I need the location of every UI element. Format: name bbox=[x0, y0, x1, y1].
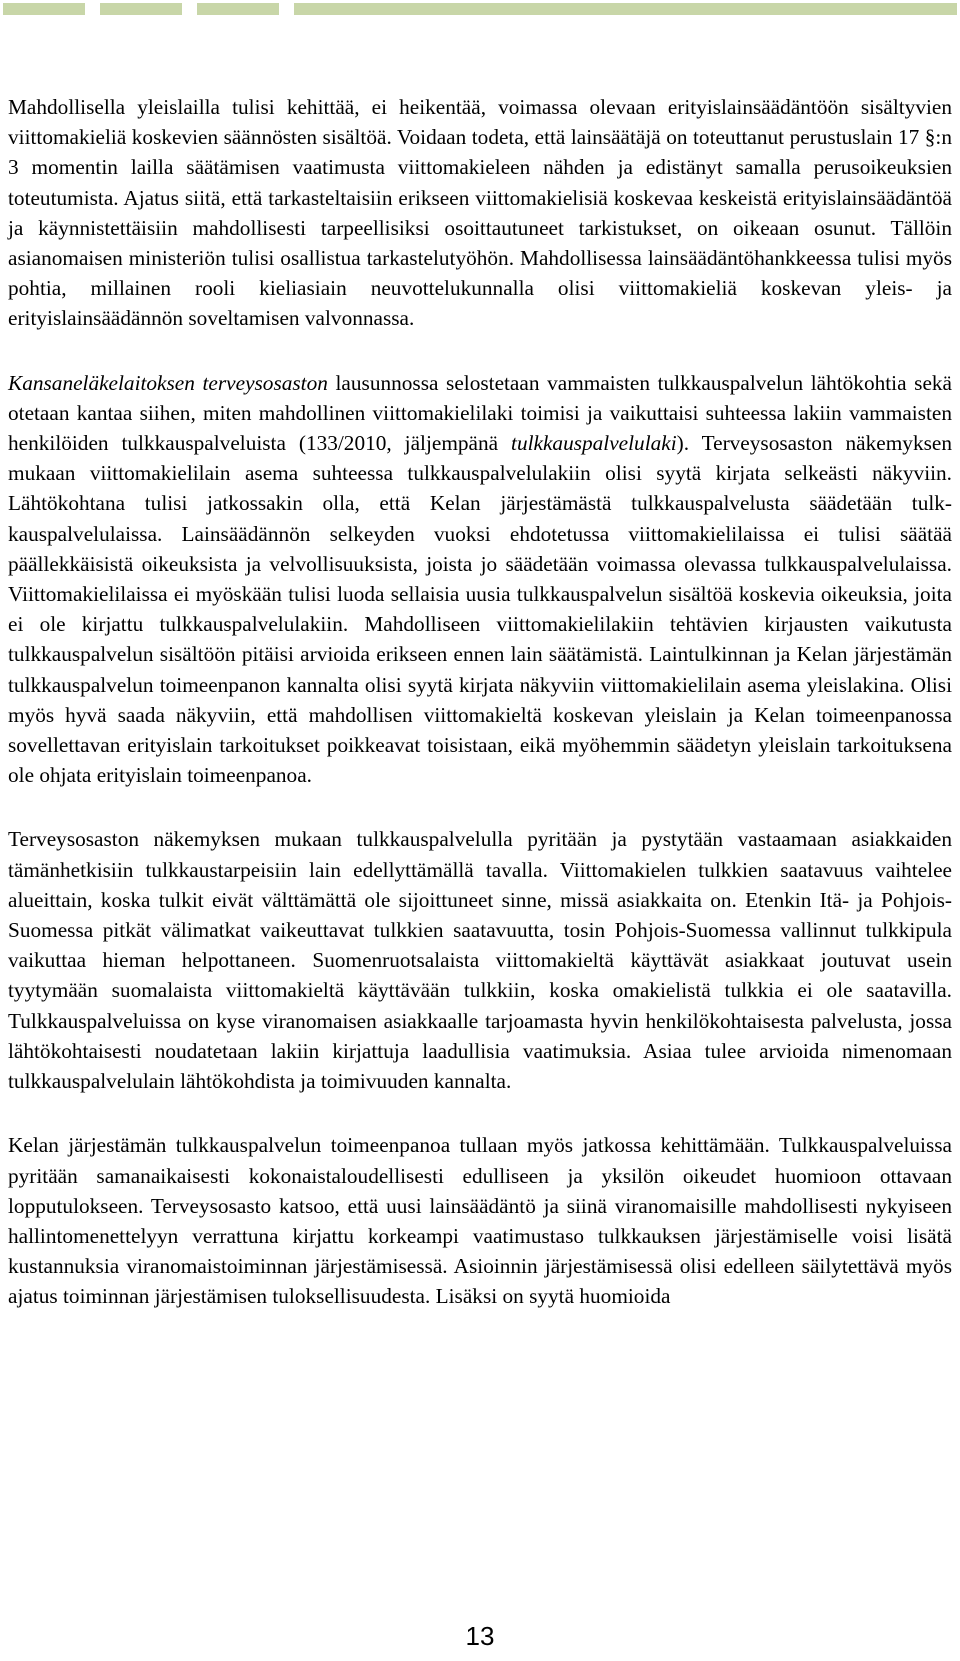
header-bar-2 bbox=[100, 3, 182, 15]
paragraph-1 bbox=[8, 92, 952, 334]
paragraph-2 bbox=[8, 368, 952, 791]
page-number: 13 bbox=[465, 1621, 495, 1651]
paragraph-text-italic: tulkkauspalvelulaki bbox=[511, 431, 677, 456]
paragraph-text: ). Terveysosaston näkemyksen mukaan viittomakielilain asema suhteessa tulkkauspalvelulakiin olisi syytä kirjata selkeästi näkyviin. Lähtökohtana tulisi jatkossakin olla, että Kelan järjestämästä tulkkauspalvelusta säädetään tulkkauspalvelulaissa. Lainsäädännön selkeyden vuoksi ehdotetussa viittomakielilaissa ei tulisi säätää päällekkäisistä oikeuksista ja velvollisuuksista, joista jo säädetään voimassa olevassa tulkkauspalvelulaissa. Viittomakielilaissa ei myöskään tulisi luoda sellaisia uusia tulkkauspalvelun sisältöä koskevia oikeuksia, joita ei ole kirjattu tulkkauspalvelulakiin. Mahdolliseen viittomakielilakiin tehtävien kirjausten vaikutusta tulkkauspalvelun sisältöön pitäisi arvioida erikseen ennen lain säätämistä. Laintulkinnan ja Kelan järjestämän tulkkauspalvelun toimeenpanon kannalta olisi syytä kirjata näkyviin viittomakielilain asema yleislakina. Olisi myös hyvä saada näkyviin, että mahdollisen viittomakieltä koskevan yleislain ja Kelan toimeenpanossa sovellettavan erityislain tarkoitukset poikkeavat toisistaan, eikä myöhemmin säädetyn yleislain tarkoituksena ole ohjata erityislain toimeenpanoa. bbox=[8, 431, 952, 788]
header-bar-4 bbox=[294, 3, 957, 15]
paragraph-text-italic: Kansaneläkelaitoksen terveysosaston bbox=[8, 370, 328, 395]
paragraph-3 bbox=[8, 824, 952, 1096]
header-decoration bbox=[0, 0, 960, 18]
paragraph-text: lausunnossa selostetaan vammaisten tulkkauspalvelun lähtökohtia sekä otetaan kantaa siihen, miten mahdollinen viittomakielilaki toimisi ja vaikuttaisi suhteessa lakiin vammaisten henkilöiden tulkkauspalveluista (133/2010, jäljempänä bbox=[8, 370, 952, 456]
header-bar-3 bbox=[197, 3, 279, 15]
document-body bbox=[8, 92, 952, 1346]
paragraph-text: Terveysosaston näkemyksen mukaan tulkkauspalvelulla pyritään ja pystytään vastaamaan asiakkaiden tämänhetkisiin tulkkaustarpeisiin lain edellyttämällä tavalla. Viittomakielen tulkkien saatavuus vaihtelee alueittain, koska tulkit eivät välttämättä ole sijoittuneet sinne, missä asiakkaita on. Etenkin Itä- ja Pohjois-Suomessa pitkät välimatkat vaikeuttavat tulkkien saatavuutta, tosin Pohjois-Suomessa vallinnut tulkkipula vaikuttaa hieman helpottaneen. Suomenruotsalaista viittomakieltä käyttävät asiakkaat joutuvat usein tyytymään suomalaista viittomakieltä käyttävään tulkkiin, koska omakielistä tulkkia ei ole saatavilla. Tulkkauspalveluissa on kyse viranomaisen asiakkaalle tarjoamasta hyvin henkilökohtaisesta palvelusta, jossa lähtökohtaisesti noudatetaan lakiin kirjattuja laadullisia vaatimuksia. Asiaa tulee arvioida nimenomaan tulkkauspalvelulain lähtökohdista ja toimivuuden kannalta. bbox=[8, 827, 952, 1094]
paragraph-4 bbox=[8, 1130, 952, 1311]
paragraph-text: Mahdollisella yleislailla tulisi kehittää, ei heikentää, voimassa olevaan erityislainsäädäntöön sisältyvien viittomakieliä koskevien säännösten sisältöä. Voidaan todeta, että lainsäätäjä on toteuttanut perustuslain 17 §:n 3 momentin lailla säätämisen vaatimusta viittomakieleen nähden ja edistänyt samalla perusoikeuksien toteutumista. Ajatus siitä, että tarkasteltaisiin erikseen viittomakielisiä koskevaa keskeistä erityislainsäädäntöä ja käynnistettäisiin mahdollisesti tarpeellisiksi osoittautuneet tarkistukset, on oikeaan osunut. Tällöin asianomaisen ministeriön tulisi osallistua tarkastelutyöhön. Mahdollisessa lainsäädäntöhankkeessa tulisi myös pohtia, millainen rooli kieliasiain neuvottelukunnalla olisi viittomakieliä koskevan yleis- ja erityislainsäädännön soveltamisen valvonnassa. bbox=[8, 95, 952, 331]
paragraph-text: Kelan järjestämän tulkkauspalvelun toimeenpanoa tullaan myös jatkossa kehittämään. Tulkkauspalveluissa pyritään samanaikaisesti kokonaistaloudellisesti edulliseen ja yksilön oikeudet huomioon ottavaan lopputulokseen. Terveysosasto katsoo, että uusi lainsäädäntö ja siinä viranomaisille mahdollisesti nykyiseen hallintomenettelyyn verrattuna kirjattu korkeampi vaatimustaso tulkkauksen järjestämiselle voisi lisätä kustannuksia viranomaistoiminnan järjestämisessä. Asioinnin järjestämisessä olisi edelleen säilytettävä myös ajatus toiminnan järjestämisen tuloksellisuudesta. Lisäksi on syytä huomioida bbox=[8, 1133, 952, 1309]
header-bar-1 bbox=[3, 3, 85, 15]
